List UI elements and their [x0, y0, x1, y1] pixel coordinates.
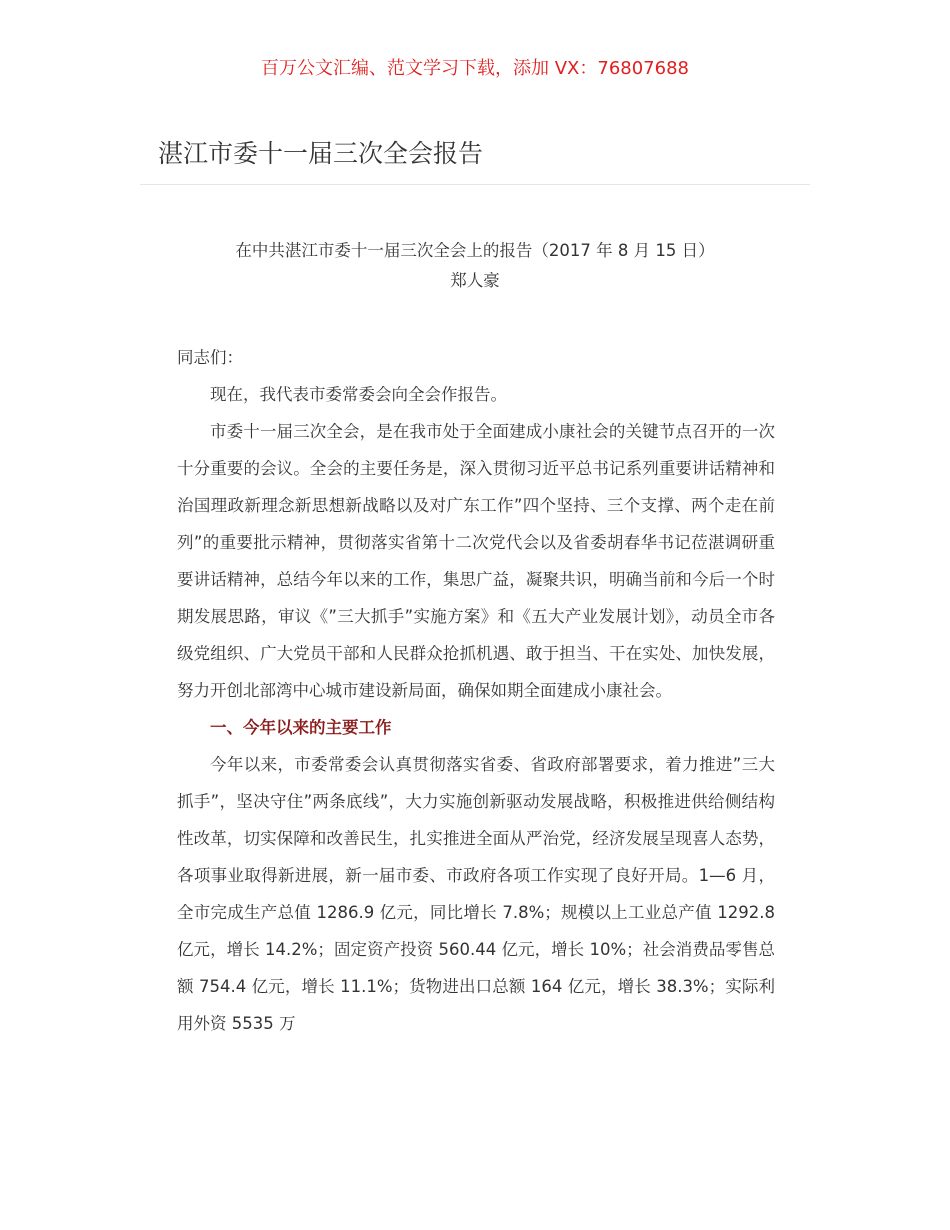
paragraph-intro: 现在，我代表市委常委会向全会作报告。	[210, 385, 507, 404]
section-heading: 一、今年以来的主要工作	[210, 718, 392, 737]
paragraph-purpose: 市委十一届三次全会，是在我市处于全面建成小康社会的关键节点召开的一次十分重要的会议。全会的主要任务是，深入贯彻习近平总书记系列重要讲话精神和治国理政新理念新思想新战略以及对广东工作”四个坚持、三个支撑、两个走在前列”的重要批示精神，贯彻落实省第十二次党代会以及省委胡春华书记莅湛调研重要讲话精神，总结今年以来的工作，集思广益，凝聚共识，明确当前和今后一个时期发展思路，审议《”三大抓手”实施方案》和《五大产业发展计划》，动员全市各级党组织、广大党员干部和人民群众抢抓机遇、敢于担当、干在实处、加快发展，努力开创北部湾中心城市建设新局面，确保如期全面建成小康社会。	[177, 422, 775, 700]
salutation: 同志们：	[177, 348, 243, 367]
page-title: 湛江市委十一届三次全会报告	[158, 139, 484, 168]
report-author: 郑人豪	[450, 271, 500, 290]
title-divider	[140, 184, 810, 185]
article-body	[177, 339, 775, 1042]
paragraph-section-one: 今年以来，市委常委会认真贯彻落实省委、省政府部署要求，着力推进”三大抓手”，坚决守住”两条底线”，大力实施创新驱动发展战略，积极推进供给侧结构性改革，切实保障和改善民生，扎实推进全面从严治党，经济发展呈现喜人态势，各项事业取得新进展，新一届市委、市政府各项工作实现了良好开局。1—6 月，全市完成生产总值 1286.9 亿元，同比增长 7.8%；规模以上工业总产值 1292.8 亿元，增长 14.2%；固定资产投资 560.44 亿元，增长 10%；社会消费品零售总额 754.4 亿元，增长 11.1%；货物进出口总额 164 亿元，增长 38.3%；实际利用外资 5535 万	[177, 755, 775, 1033]
promo-banner: 百万公文汇编、范文学习下载，添加 VX：76807688	[261, 58, 689, 79]
report-subtitle: 在中共湛江市委十一届三次全会上的报告（2017 年 8 月 15 日）	[235, 241, 715, 260]
